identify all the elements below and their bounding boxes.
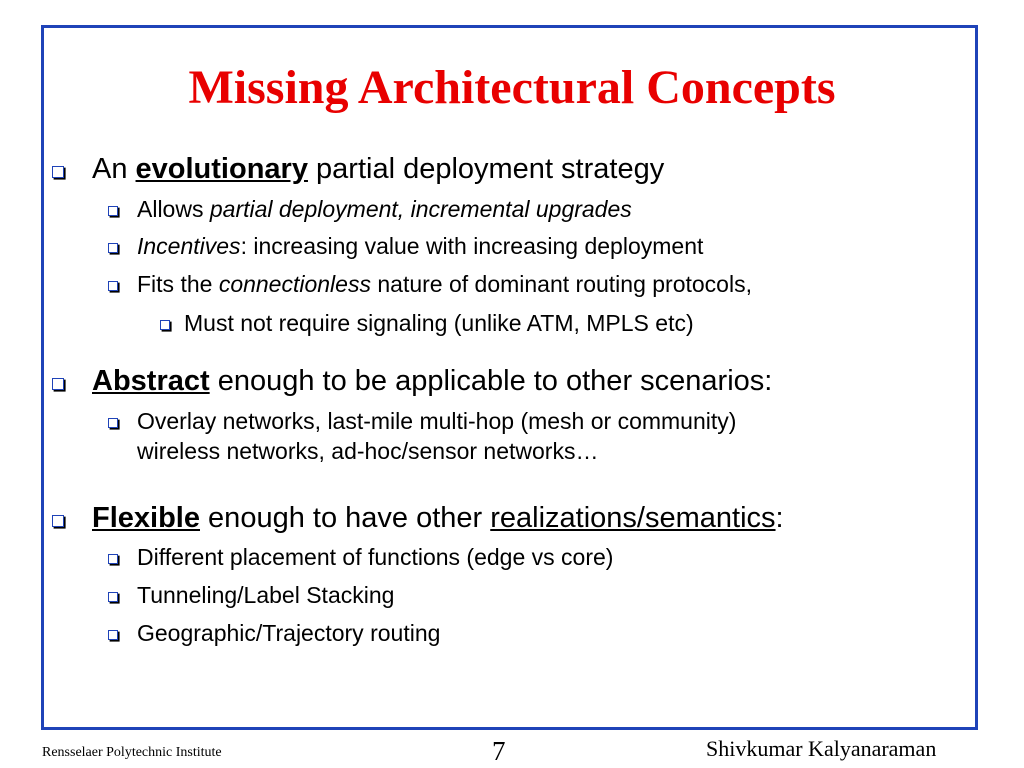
emphasis-evolutionary: evolutionary — [135, 153, 308, 185]
slide-title: Missing Architectural Concepts — [188, 61, 836, 114]
sub-sub-bullet-signaling: Must not require signaling (unlike ATM, MPLS etc) — [184, 308, 694, 338]
sub-bullet-geographic: Geographic/Trajectory routing — [137, 618, 440, 648]
square-bullet-icon — [108, 281, 118, 291]
bullet-abstract: Abstract enough to be applicable to other scenarios: — [92, 364, 772, 398]
square-bullet-icon — [108, 418, 118, 428]
square-bullet-icon — [52, 378, 64, 390]
emphasis-abstract: Abstract — [92, 365, 210, 397]
square-bullet-icon — [52, 166, 64, 178]
sub-bullet-partial-deployment: Allows partial deployment, incremental upgrades — [137, 194, 632, 224]
square-bullet-icon — [108, 630, 118, 640]
sub-bullet-overlay-networks: Overlay networks, last-mile multi-hop (mesh or community) wireless networks, ad-hoc/sensor networks… — [137, 406, 736, 466]
sub-bullet-incentives: Incentives: increasing value with increasing deployment — [137, 231, 703, 261]
square-bullet-icon — [160, 320, 170, 330]
square-bullet-icon — [108, 592, 118, 602]
underlined-realizations: realizations/semantics — [490, 502, 776, 534]
bullet-flexible: Flexible enough to have other realizations/semantics: — [92, 501, 784, 535]
sub-bullet-connectionless: Fits the connectionless nature of dominant routing protocols, — [137, 269, 752, 299]
footer-page-number: 7 — [492, 736, 506, 766]
bullet-evolutionary: An evolutionary partial deployment strategy — [92, 152, 664, 186]
square-bullet-icon — [108, 554, 118, 564]
square-bullet-icon — [108, 206, 118, 216]
square-bullet-icon — [108, 243, 118, 253]
emphasis-flexible: Flexible — [92, 502, 200, 534]
sub-bullet-tunneling: Tunneling/Label Stacking — [137, 580, 394, 610]
square-bullet-icon — [52, 515, 64, 527]
footer-author: Shivkumar Kalyanaraman — [706, 736, 937, 761]
sub-bullet-placement: Different placement of functions (edge vs core) — [137, 542, 613, 572]
footer-institution: Rensselaer Polytechnic Institute — [42, 745, 222, 760]
